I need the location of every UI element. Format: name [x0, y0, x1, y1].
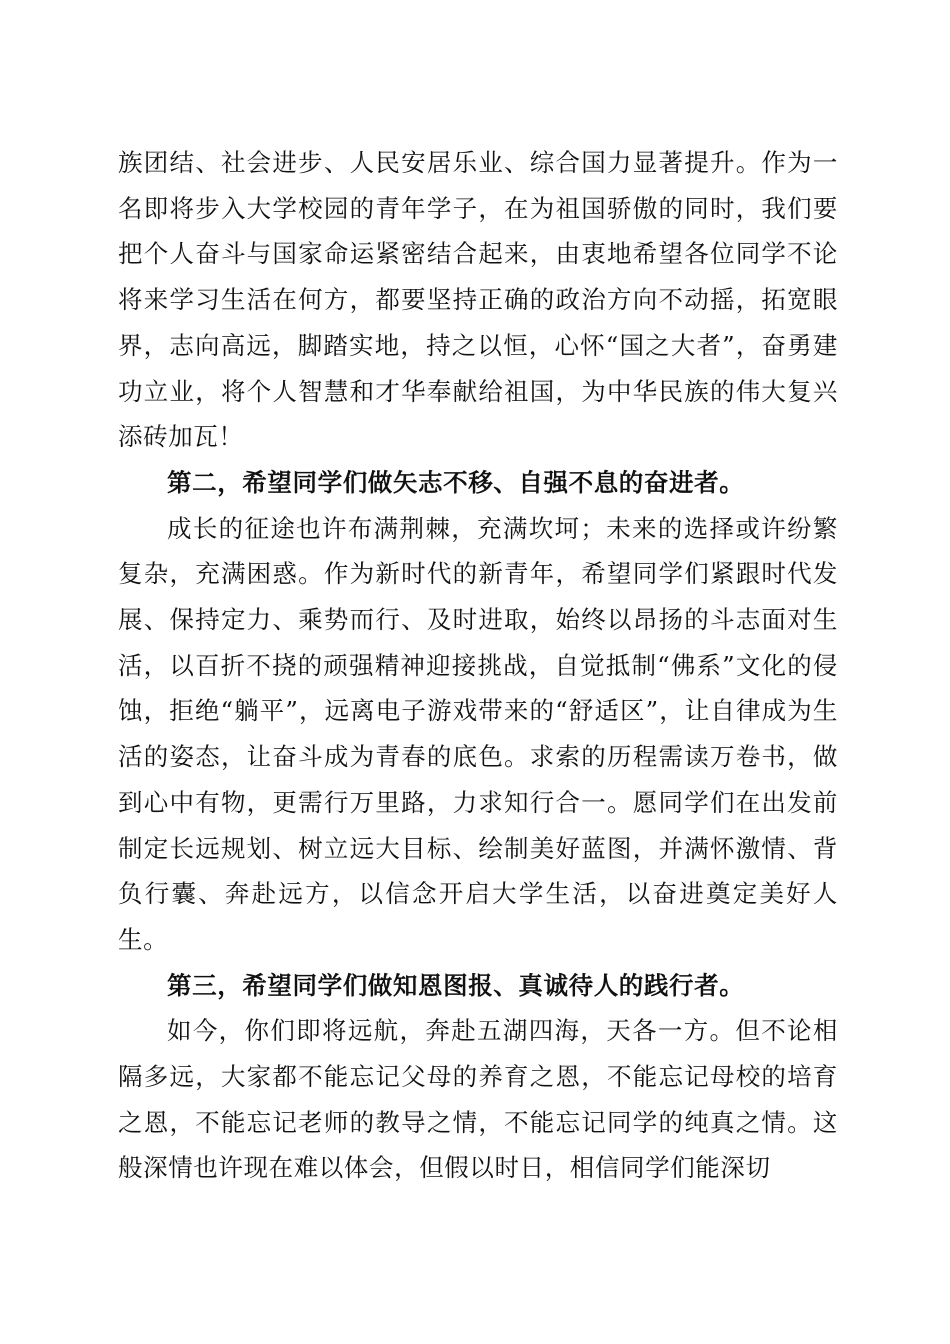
section-heading-second: 第二，希望同学们做矢志不移、自强不息的奋进者。	[167, 467, 745, 497]
document-page	[118, 140, 838, 1191]
paragraph-second-body: 成长的征途也许布满荆棘，充满坎坷；未来的选择或许纷繁复杂，充满困惑。作为新时代的新青年，希望同学们紧跟时代发展、保持定力、乘势而行、及时进取，始终以昂扬的斗志面对生活，以百折不挠的顽强精神迎接挑战，自觉抵制“佛系”文化的侵蚀，拒绝“躺平”，远离电子游戏带来的“舒适区”，让自律成为生活的姿态，让奋斗成为青春的底色。求索的历程需读万卷书，做到心中有物，更需行万里路，力求知行合一。愿同学们在出发前制定长远规划、树立远大目标、绘制美好蓝图，并满怀激情、背负行囊、奔赴远方，以信念开启大学生活，以奋进奠定美好人生。	[118, 513, 838, 954]
paragraph-continued: 族团结、社会进步、人民安居乐业、综合国力显著提升。作为一名即将步入大学校园的青年学子，在为祖国骄傲的同时，我们要把个人奋斗与国家命运紧密结合起来，由衷地希望各位同学不论将来学习生活在何方，都要坚持正确的政治方向不动摇，拓宽眼界，志向高远，脚踏实地，持之以恒，心怀“国之大者”，奋勇建功立业，将个人智慧和才华奉献给祖国，为中华民族的伟大复兴添砖加瓦！	[118, 148, 838, 452]
section-heading-third: 第三，希望同学们做知恩图报、真诚待人的践行者。	[167, 970, 745, 1000]
paragraph-third-body: 如今，你们即将远航，奔赴五湖四海，天各一方。但不论相隔多远，大家都不能忘记父母的养育之恩，不能忘记母校的培育之恩，不能忘记老师的教导之情，不能忘记同学的纯真之情。这般深情也许现在难以体会，但假以时日，相信同学们能深切	[118, 1016, 838, 1183]
